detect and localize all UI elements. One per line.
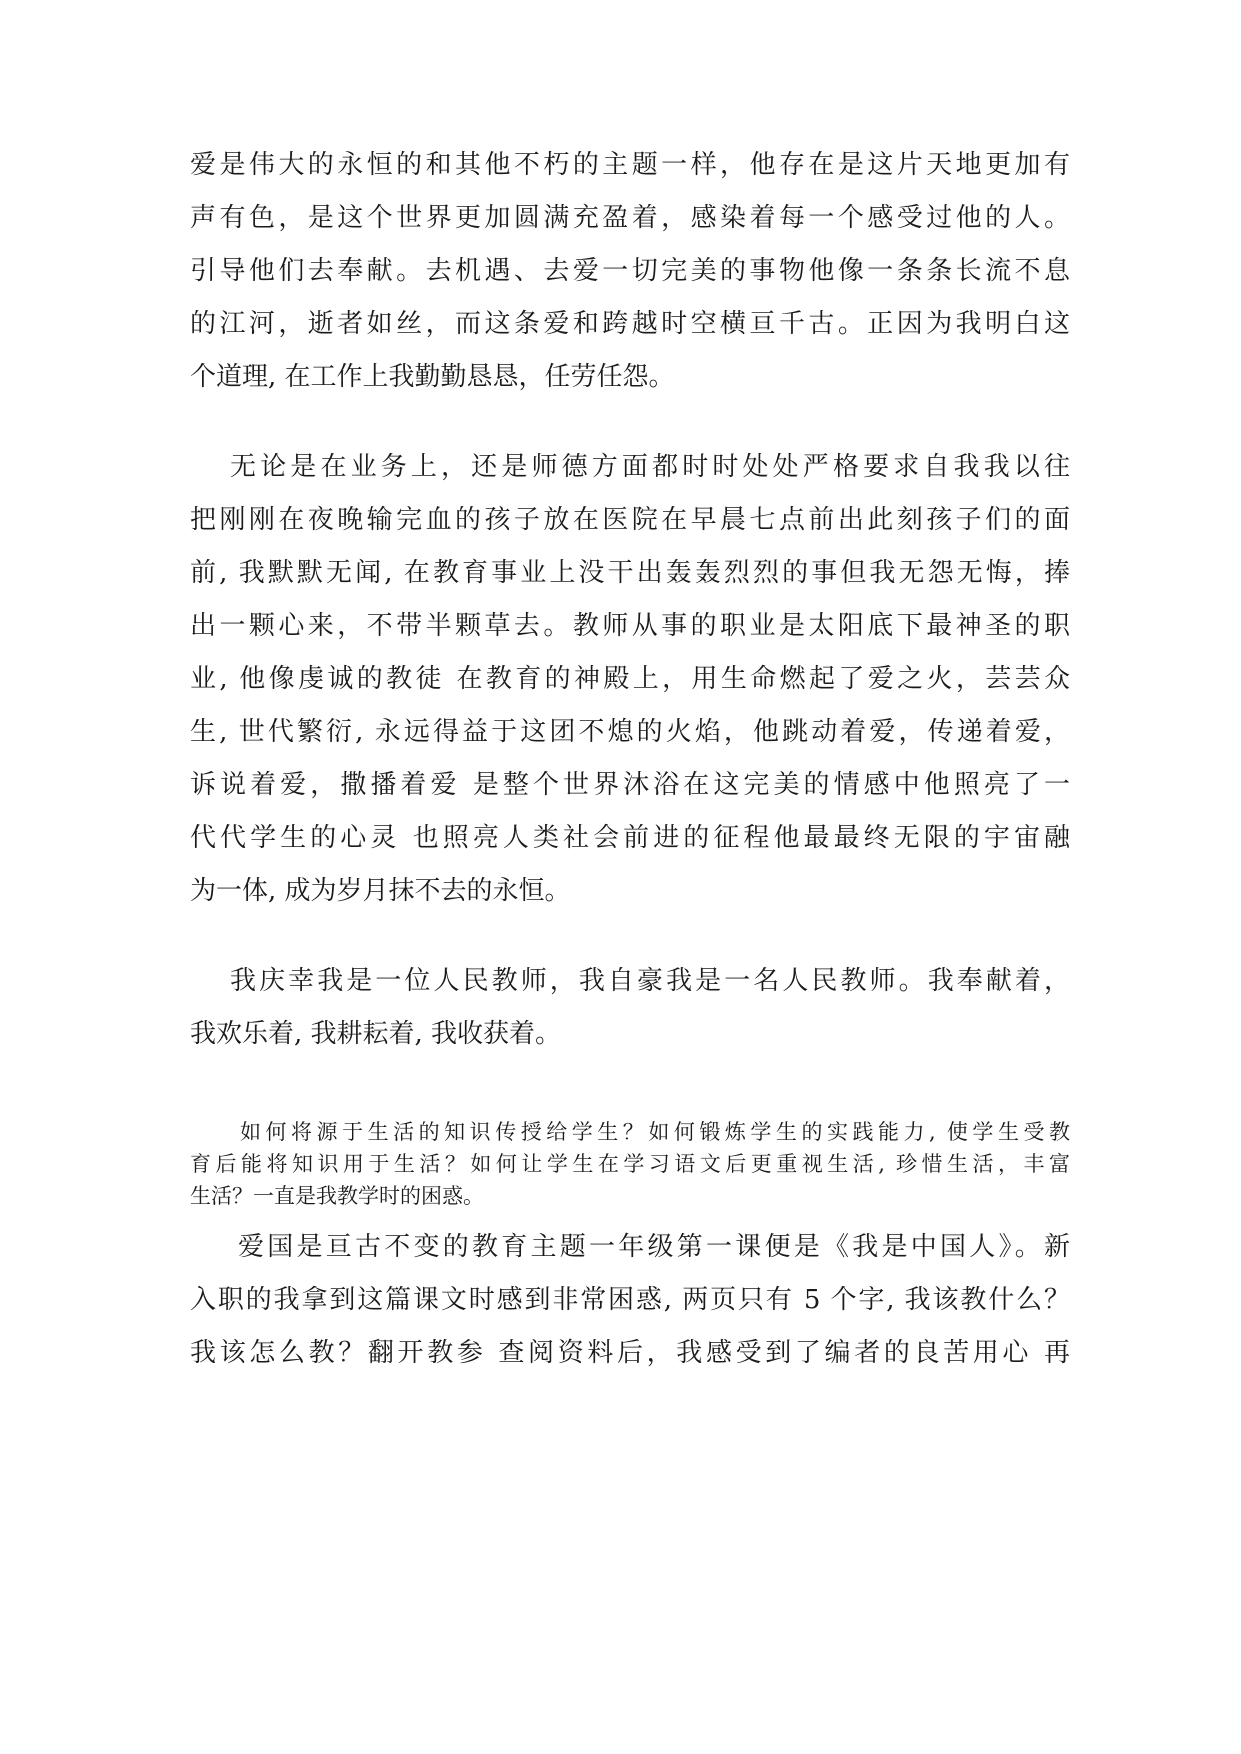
- paragraph-line: 把刚刚在夜晚输完血的孩子放在医院在早晨七点前出此刻孩子们的面: [190, 505, 1070, 535]
- paragraph-line: 前, 我默默无闻, 在教育事业上没干出轰轰烈烈的事但我无怨无悔，捧: [190, 558, 1070, 588]
- paragraph-line: 引导他们去奉献。去机遇、去爱一切完美的事物他像一条条长流不息: [190, 256, 1070, 286]
- paragraph-line: 的江河，逝者如丝，而这条爱和跨越时空横亘千古。正因为我明白这: [190, 309, 1070, 339]
- paragraph-line: 无论是在业务上，还是师德方面都时时处处严格要求自我我以往: [230, 452, 1070, 482]
- paragraph-line: 爱国是亘古不变的教育主题一年级第一课便是《我是中国人》。新: [238, 1232, 1070, 1262]
- paragraph-line: 我该怎么教？翻开教参 查阅资料后，我感受到了编者的良苦用心 再: [190, 1338, 1070, 1368]
- paragraph-line: 生活？一直是我教学时的困惑。: [190, 1184, 484, 1208]
- paragraph-line: 生, 世代繁衍, 永远得益于这团不熄的火焰，他跳动着爱，传递着爱，: [190, 717, 1070, 747]
- paragraph-line: 我庆幸我是一位人民教师，我自豪我是一名人民教师。我奉献着，: [230, 966, 1070, 996]
- paragraph-line: 入职的我拿到这篇课文时感到非常困惑, 两页只有 5 个字, 我该教什么？: [190, 1285, 1070, 1315]
- paragraph-line: 个道理, 在工作上我勤勤恳恳，任劳任怨。: [190, 362, 675, 392]
- paragraph-line: 为一体, 成为岁月抹不去的永恒。: [190, 876, 571, 906]
- paragraph-line: 诉说着爱，撒播着爱 是整个世界沐浴在这完美的情感中他照亮了一: [190, 770, 1070, 800]
- paragraph-line: 代代学生的心灵 也照亮人类社会前进的征程他最最终无限的宇宙融: [190, 823, 1070, 853]
- paragraph-line: 业, 他像虔诚的教徒 在教育的神殿上，用生命燃起了爱之火，芸芸众: [190, 664, 1070, 694]
- paragraph-line: 如何将源于生活的知识传授给学生？如何锻炼学生的实践能力, 使学生受教: [240, 1120, 1070, 1144]
- paragraph-line: 声有色，是这个世界更加圆满充盈着，感染着每一个感受过他的人。: [190, 203, 1070, 233]
- paragraph-line: 我欢乐着, 我耕耘着, 我收获着。: [190, 1019, 562, 1049]
- paragraph-line: 爱是伟大的永恒的和其他不朽的主题一样，他存在是这片天地更加有: [190, 150, 1070, 180]
- paragraph-line: 育后能将知识用于生活？如何让学生在学习语文后更重视生活, 珍惜生活，丰富: [190, 1152, 1070, 1176]
- paragraph-line: 出一颗心来，不带半颗草去。教师从事的职业是太阳底下最神圣的职: [190, 611, 1070, 641]
